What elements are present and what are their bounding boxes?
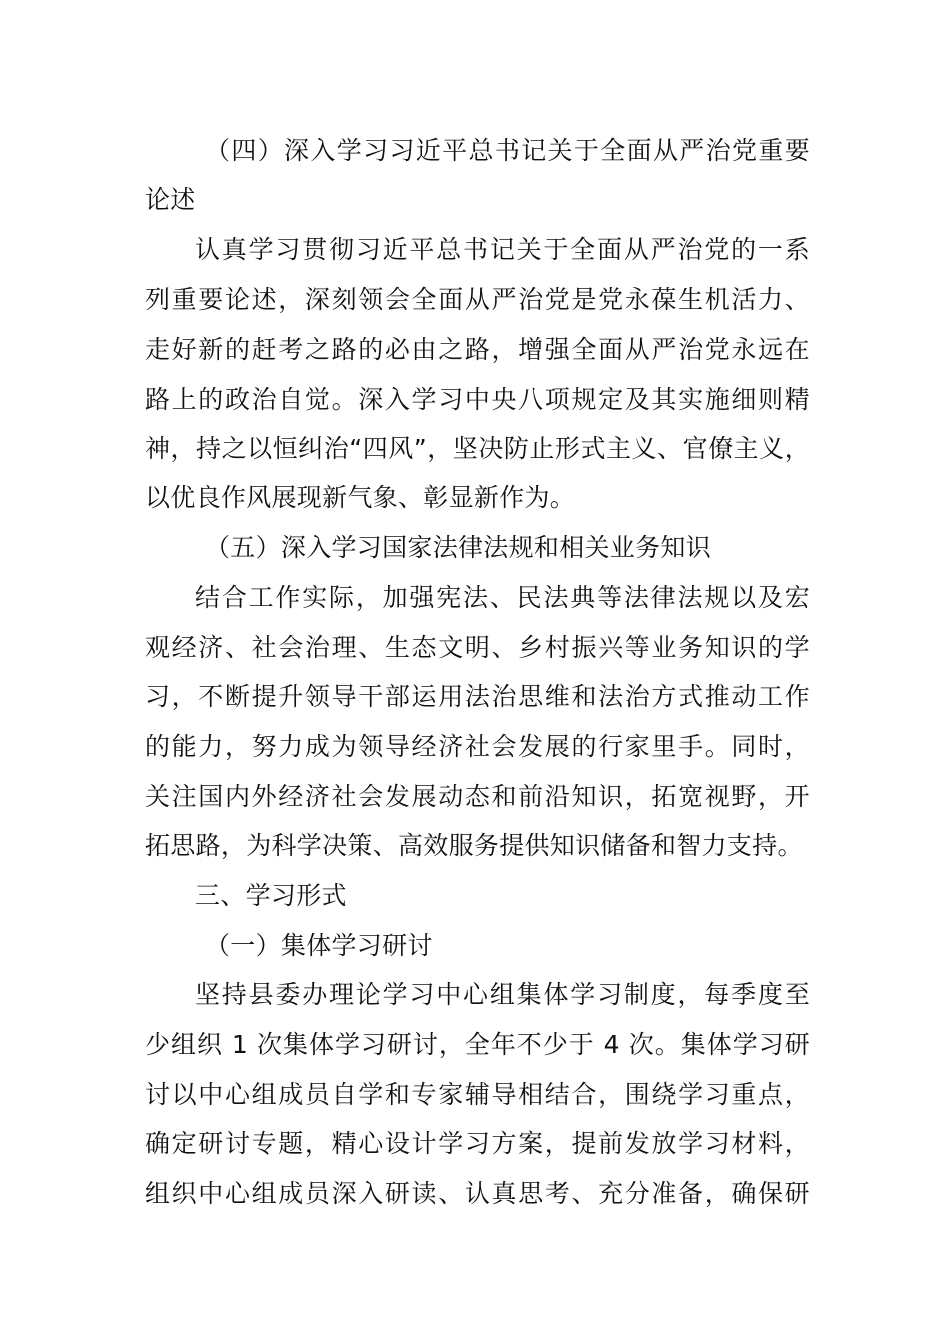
paragraph-line: 拓思路，为科学决策、高效服务提供知识储备和智力支持。: [145, 831, 803, 860]
paragraph-line: 以优良作风展现新气象、彰显新作为。: [145, 483, 576, 512]
paragraph-line: 观经济、社会治理、生态文明、乡村振兴等业务知识的学: [145, 633, 810, 662]
section-heading-five: （五）深入学习国家法律法规和相关业务知识: [205, 533, 712, 562]
paragraph-line: 路上的政治自觉。深入学习中央八项规定及其实施细则精: [145, 385, 810, 414]
subsection-heading-one: （一）集体学习研讨: [205, 931, 433, 960]
paragraph-line: 组织中心组成员深入研读、认真思考、充分准备，确保研: [145, 1179, 810, 1208]
paragraph-line: 列重要论述，深刻领会全面从严治党是党永葆生机活力、: [145, 285, 810, 314]
section-heading-four: （四）深入学习习近平总书记关于全面从严治党重要: [205, 136, 810, 165]
paragraph-line: 走好新的赶考之路的必由之路，增强全面从严治党永远在: [145, 335, 810, 364]
paragraph-line: 的能力，努力成为领导经济社会发展的行家里手。同时，: [145, 732, 810, 761]
section-heading-three: 三、学习形式: [195, 881, 347, 910]
paragraph-line: 确定研讨专题，精心设计学习方案，提前发放学习材料，: [145, 1129, 810, 1158]
paragraph-line: 神，持之以恒纠治“四风”，坚决防止形式主义、官僚主义，: [145, 434, 810, 463]
paragraph-line: 关注国内外经济社会发展动态和前沿知识，拓宽视野，开: [145, 782, 810, 811]
paragraph-line: 少组织 1 次集体学习研讨，全年不少于 4 次。集体学习研: [145, 1030, 810, 1059]
paragraph-line: 认真学习贯彻习近平总书记关于全面从严治党的一系: [195, 235, 810, 264]
section-heading-four-cont: 论述: [145, 185, 196, 214]
paragraph-line: 习，不断提升领导干部运用法治思维和法治方式推动工作: [145, 682, 810, 711]
paragraph-line: 结合工作实际，加强宪法、民法典等法律法规以及宏: [195, 583, 810, 612]
paragraph-line: 讨以中心组成员自学和专家辅导相结合，围绕学习重点，: [145, 1080, 810, 1109]
paragraph-line: 坚持县委办理论学习中心组集体学习制度，每季度至: [195, 980, 810, 1009]
